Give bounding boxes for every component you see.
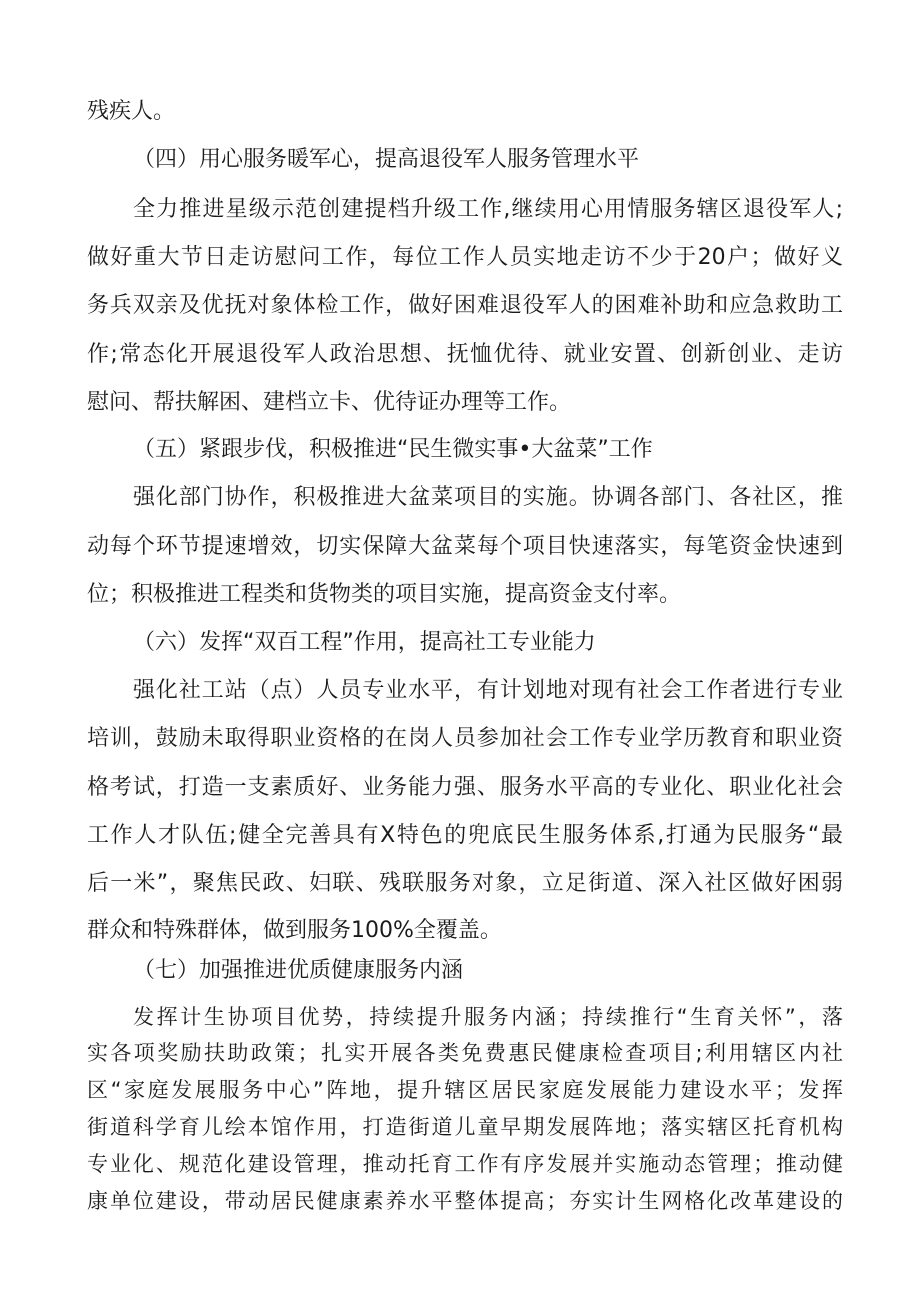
body-line: 区“家庭发展服务中心”阵地，提升辖区居民家庭发展能力建设水平；发挥 (87, 1078, 843, 1102)
body-line: 实各项奖励扶助政策；扎实开展各类免费惠民健康检查项目;利用辖区内社 (87, 1041, 843, 1065)
body-line: 全力推进星级示范创建提档升级工作,继续用心用情服务辖区退役军人; (133, 197, 843, 222)
body-line: 位；积极推进工程类和货物类的项目实施，提高资金支付率。 (87, 582, 682, 607)
body-line: 强化社工站（点）人员专业水平，有计划地对现有社会工作者进行专业 (133, 678, 843, 703)
body-line: 动每个环节提速增效，切实保障大盆菜每个项目快速落实，每笔资金快速到 (87, 534, 843, 559)
body-line: 康单位建设，带动居民健康素养水平整体提高；夯实计生网格化改革建设的 (87, 1189, 843, 1213)
body-line: 专业化、规范化建设管理，推动托育工作有序发展并实施动态管理；推动健 (87, 1152, 843, 1176)
body-line: 做好重大节日走访慰问工作，每位工作人员实地走访不少于20户；做好义 (87, 245, 843, 270)
body-line: 作;常态化开展退役军人政治思想、抚恤优待、就业安置、创新创业、走访 (87, 342, 843, 367)
section-heading: （四）用心服务暖军心，提高退役军人服务管理水平 (133, 147, 640, 172)
section-heading: （七）加强推进优质健康服务内涵 (133, 958, 464, 983)
body-line: 发挥计生协项目优势，持续提升服务内涵；持续推行“生育关怀”，落 (133, 1005, 843, 1029)
body-line: 群众和特殊群体，做到服务100%全覆盖。 (87, 918, 502, 943)
body-line: 后一米”，聚焦民政、妇联、残联服务对象，立足街道、深入社区做好困弱 (87, 871, 843, 896)
body-line: 街道科学育儿绘本馆作用，打造街道儿童早期发展阵地；落实辖区托育机构 (87, 1115, 843, 1139)
body-line: 格考试，打造一支素质好、业务能力强、服务水平高的专业化、职业化社会 (87, 775, 843, 800)
body-line: 培训，鼓励未取得职业资格的在岗人员参加社会工作专业学历教育和职业资 (87, 726, 843, 751)
section-heading: （六）发挥“双百工程”作用，提高社工专业能力 (133, 630, 596, 655)
body-line: 强化部门协作，积极推进大盆菜项目的实施。协调各部门、各社区，推 (133, 485, 843, 510)
body-line: 务兵双亲及优抚对象体检工作，做好困难退役军人的困难补助和应急救助工 (87, 293, 843, 318)
section-heading: （五）紧跟步伐，积极推进“民生微实事•大盆菜”工作 (133, 437, 653, 462)
body-line: 工作人才队伍;健全完善具有X特色的兜底民生服务体系,打通为民服务“最 (87, 823, 843, 848)
body-line: 残疾人。 (87, 99, 176, 124)
body-line: 慰问、帮扶解困、建档立卡、优待证办理等工作。 (87, 390, 572, 415)
